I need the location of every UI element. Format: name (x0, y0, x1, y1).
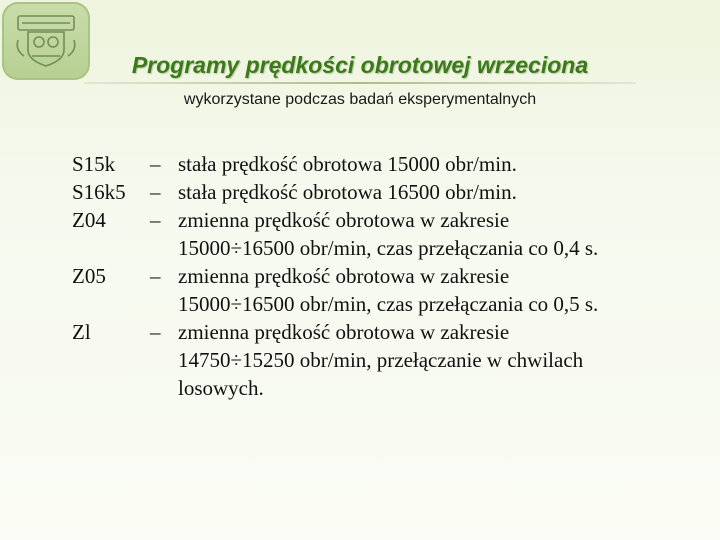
program-description (178, 262, 672, 318)
program-description-line: 15000÷16500 obr/min, czas przełączania co 0,4 s. (178, 236, 599, 260)
program-code: Z05 (72, 264, 106, 288)
program-dash: – (150, 208, 161, 232)
program-dash: – (150, 320, 161, 344)
program-description-line: stała prędkość obrotowa 16500 obr/min. (178, 180, 517, 204)
slide-subtitle: wykorzystane podczas badań eksperymentalnych (183, 91, 537, 108)
program-description-line: 15000÷16500 obr/min, czas przełączania co 0,5 s. (178, 292, 599, 316)
program-description-line: zmienna prędkość obrotowa w zakresie (178, 208, 510, 232)
program-code: S16k5 (72, 180, 126, 204)
title-underline (84, 82, 636, 84)
program-description-line: zmienna prędkość obrotowa w zakresie (178, 264, 510, 288)
program-description-line: losowych. (178, 376, 264, 400)
program-row (72, 262, 672, 318)
program-description-line: zmienna prędkość obrotowa w zakresie (178, 320, 510, 344)
program-code: S15k (72, 152, 116, 176)
program-row (72, 318, 672, 402)
program-dash: – (150, 264, 161, 288)
slide-title: Programy prędkości obrotowej wrzeciona (131, 52, 589, 78)
program-code: Z04 (72, 208, 106, 232)
program-dash: – (150, 152, 161, 176)
program-description (178, 178, 672, 206)
program-description-line: stała prędkość obrotowa 15000 obr/min. (178, 152, 517, 176)
program-description (178, 318, 672, 402)
program-code: Zl (72, 320, 91, 344)
program-row (72, 178, 672, 206)
program-dash: – (150, 180, 161, 204)
program-list (72, 150, 672, 402)
program-row (72, 206, 672, 262)
program-description (178, 150, 672, 178)
program-description-line: 14750÷15250 obr/min, przełączanie w chwilach (178, 348, 584, 372)
program-row (72, 150, 672, 178)
program-description (178, 206, 672, 262)
